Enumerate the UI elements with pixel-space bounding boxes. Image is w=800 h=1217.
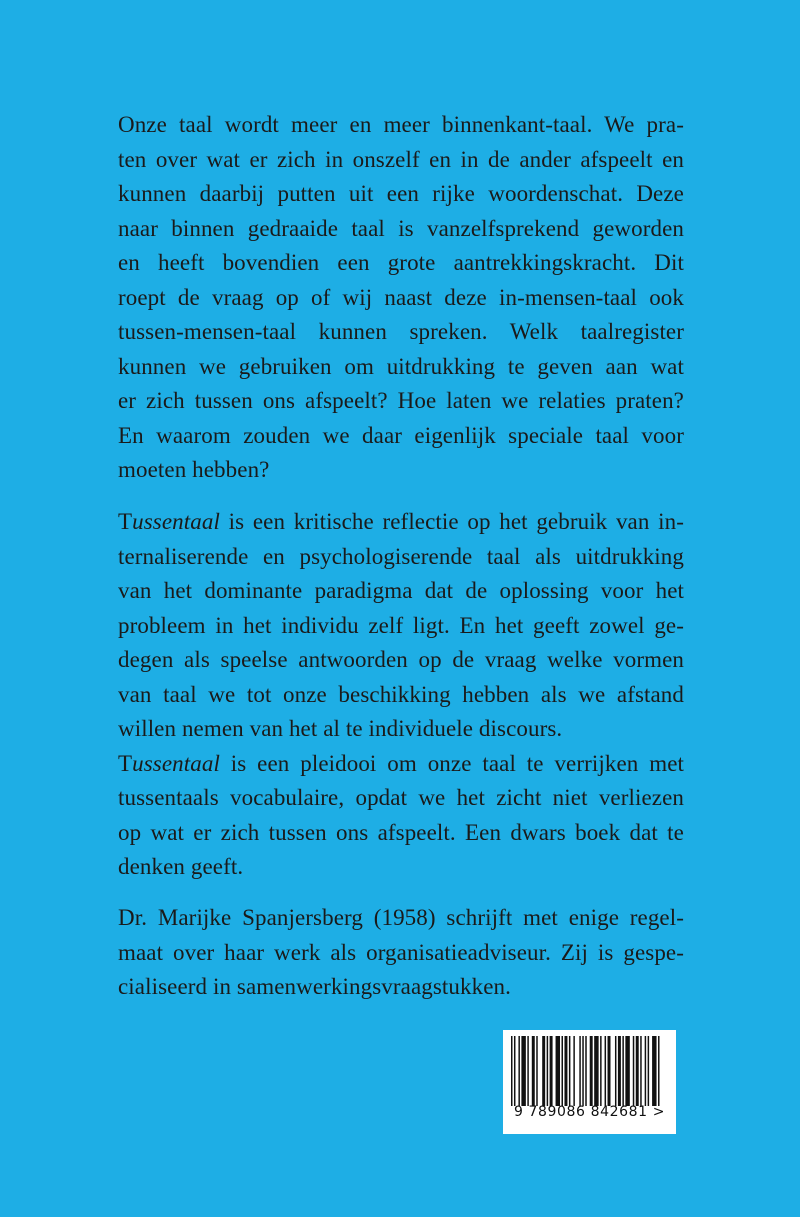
barcode-bar xyxy=(648,1036,649,1106)
barcode-bar xyxy=(608,1036,611,1106)
text-line: van het dominante paradigma dat de oplossing voor het xyxy=(118,578,684,603)
isbn-barcode xyxy=(503,1030,676,1134)
barcode-bar xyxy=(594,1036,598,1106)
barcode-bar xyxy=(536,1036,537,1106)
barcode-bar xyxy=(547,1036,548,1106)
text-line: willen nemen van het al te individuele discours. xyxy=(118,716,563,741)
barcode-bar xyxy=(658,1036,659,1106)
book-description-paragraph xyxy=(118,505,684,885)
barcode-bar xyxy=(521,1036,525,1106)
barcode-bar xyxy=(633,1036,634,1106)
text-line: er zich tussen ons afspeelt? Hoe laten we relaties praten? xyxy=(118,388,684,413)
barcode-bar xyxy=(542,1036,545,1106)
text-line: kunnen daarbij putten uit een rijke woordenschat. Deze xyxy=(118,181,684,206)
text-line: ternaliserende en psychologiserende taal als uitdrukking xyxy=(118,543,684,569)
barcode-bar xyxy=(605,1036,606,1106)
blurb-paragraph xyxy=(118,108,684,488)
barcode-bar xyxy=(527,1036,528,1106)
barcode-bar xyxy=(590,1036,593,1106)
text-line: degen als speelse antwoorden op de vraag welke vormen xyxy=(118,647,684,672)
barcode-bar xyxy=(532,1036,535,1106)
barcode-bars xyxy=(511,1036,661,1106)
text-line: cialiseerd in samenwerkingsvraagstukken. xyxy=(118,974,511,999)
barcode-bar xyxy=(640,1036,641,1106)
barcode-bar xyxy=(511,1036,512,1106)
barcode-bar xyxy=(618,1036,621,1106)
barcode-bar xyxy=(652,1036,656,1106)
text-line: denken geeft. xyxy=(118,854,244,879)
text-line: kunnen we gebruiken om uitdrukking te geven aan wat xyxy=(118,353,684,379)
text-line: maat over haar werk als organisatieadviseur. Zij is gespe- xyxy=(118,939,684,965)
barcode-bar xyxy=(645,1036,646,1106)
text-line: En waarom zouden we daar eigenlijk speciale taal voor xyxy=(118,422,684,448)
barcode-bar xyxy=(556,1036,560,1106)
barcode-bar xyxy=(562,1036,563,1106)
barcode-bar xyxy=(585,1036,586,1106)
book-title: ussentaal xyxy=(132,509,220,534)
text-line: van taal we tot onze beschikking hebben als we afstand xyxy=(118,681,684,707)
text-line: Onze taal wordt meer en meer binnenkant-taal. We pra- xyxy=(118,112,684,137)
text-fragment: is een pleidooi om onze taal te verrijken met xyxy=(219,750,684,776)
barcode-bar xyxy=(615,1036,616,1106)
barcode-bar xyxy=(600,1036,601,1106)
isbn-digits: 9 789086 842681 > xyxy=(513,1104,666,1120)
barcode-bar xyxy=(573,1036,574,1106)
text-line: tussentaals vocabulaire, opdat we het zicht niet verliezen xyxy=(118,785,684,810)
barcode-bar xyxy=(564,1036,567,1106)
text-line: op wat er zich tussen ons afspeelt. Een dwars boek dat te xyxy=(118,819,684,845)
author-bio-paragraph xyxy=(118,901,684,1005)
text-line: en heeft bovendien een grote aantrekkingskracht. Dit xyxy=(118,250,684,275)
text-line: moeten hebben? xyxy=(118,457,270,482)
barcode-bar xyxy=(622,1036,623,1106)
book-title: ussentaal xyxy=(132,750,220,776)
barcode-bar xyxy=(518,1036,519,1106)
barcode-bar xyxy=(625,1036,629,1106)
text-line: roept de vraag op of wij naast deze in-mensen-taal ook xyxy=(118,284,684,310)
barcode-bar xyxy=(514,1036,515,1106)
text-line: tussen-mensen-taal kunnen spreken. Welk taalregister xyxy=(118,319,684,344)
barcode-bar xyxy=(550,1036,553,1106)
text-line xyxy=(118,747,684,782)
book-title-initial: T xyxy=(118,509,133,534)
text-line: probleem in het individu zelf ligt. En het geeft zowel ge- xyxy=(118,612,684,638)
text-fragment: is een kritische reflectie op het gebruik van in- xyxy=(219,509,684,534)
text-line: naar binnen gedraaide taal is vanzelfsprekend geworden xyxy=(118,215,684,241)
book-title-initial: T xyxy=(118,750,133,776)
text-line: Dr. Marijke Spanjersberg (1958) schrijft met enige regel- xyxy=(118,905,684,930)
text-line xyxy=(118,505,684,540)
barcode-bar xyxy=(636,1036,639,1106)
barcode-bar xyxy=(582,1036,583,1106)
text-line: ten over wat er zich in onszelf en in de ander afspeelt en xyxy=(118,146,684,172)
barcode-bar xyxy=(569,1036,570,1106)
barcode-bar xyxy=(579,1036,580,1106)
